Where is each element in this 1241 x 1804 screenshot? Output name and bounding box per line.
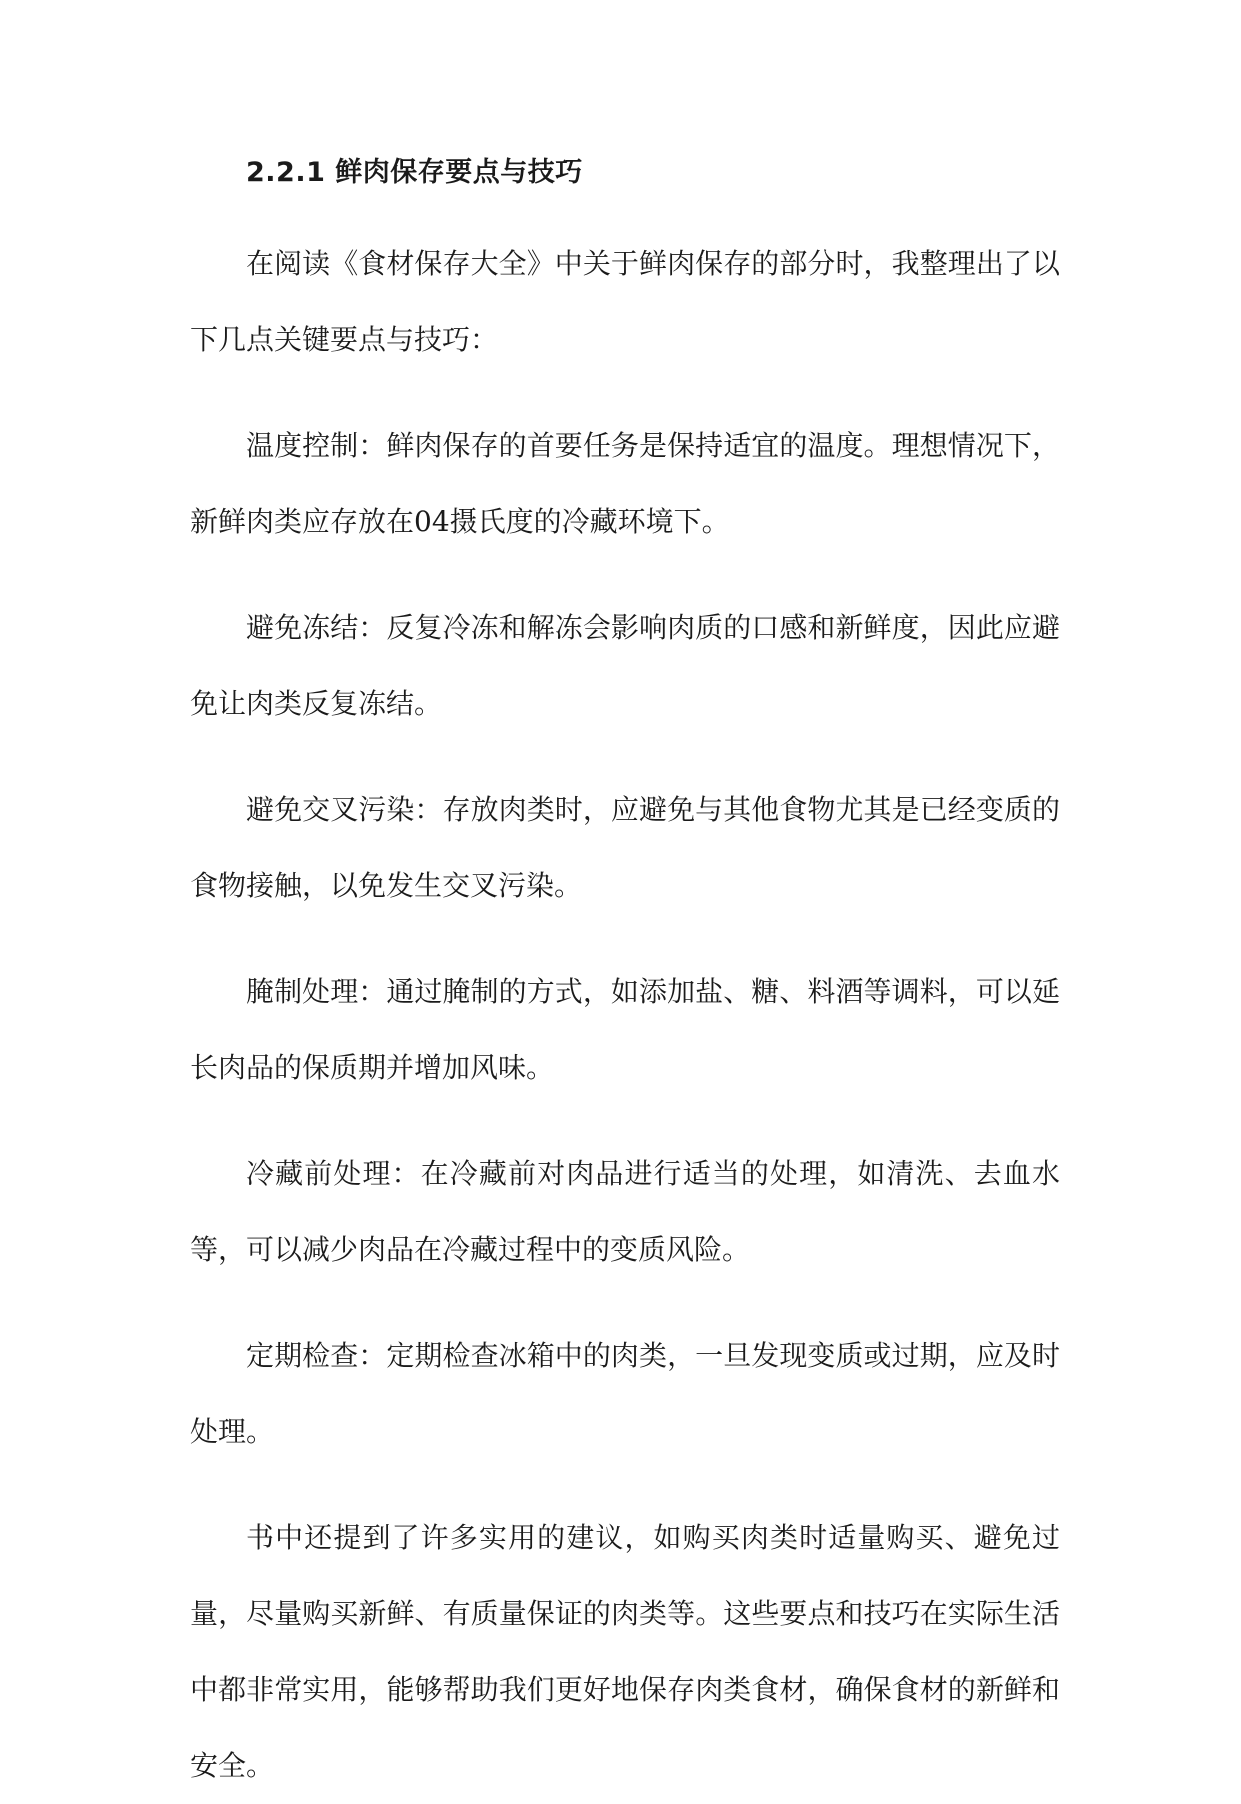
section-heading: 2.2.1 鲜肉保存要点与技巧: [246, 157, 583, 188]
paragraph-summary: 书中还提到了许多实用的建议，如购买肉类时适量购买、避免过量，尽量购买新鲜、有质量保证的肉类等。这些要点和技巧在实际生活中都非常实用，能够帮助我们更好地保存肉类食材，确保食材的新鲜和安全。: [190, 1521, 1060, 1782]
paragraph-temperature-control: 温度控制：鲜肉保存的首要任务是保持适宜的温度。理想情况下，新鲜肉类应存放在04摄氏度的冷藏环境下。: [190, 429, 1060, 538]
paragraph-intro: 在阅读《食材保存大全》中关于鲜肉保存的部分时，我整理出了以下几点关键要点与技巧：: [190, 247, 1060, 356]
paragraph-avoid-freezing: 避免冻结：反复冷冻和解冻会影响肉质的口感和新鲜度，因此应避免让肉类反复冻结。: [190, 611, 1060, 720]
page-content: [190, 150, 1060, 1804]
paragraph-pre-refrigeration: 冷藏前处理：在冷藏前对肉品进行适当的处理，如清洗、去血水等，可以减少肉品在冷藏过程中的变质风险。: [190, 1157, 1060, 1266]
paragraph-avoid-cross-contamination: 避免交叉污染：存放肉类时，应避免与其他食物尤其是已经变质的食物接触，以免发生交叉污染。: [190, 793, 1060, 902]
paragraph-regular-check: 定期检查：定期检查冰箱中的肉类，一旦发现变质或过期，应及时处理。: [190, 1339, 1060, 1448]
paragraph-curing: 腌制处理：通过腌制的方式，如添加盐、糖、料酒等调料，可以延长肉品的保质期并增加风味。: [190, 975, 1060, 1084]
